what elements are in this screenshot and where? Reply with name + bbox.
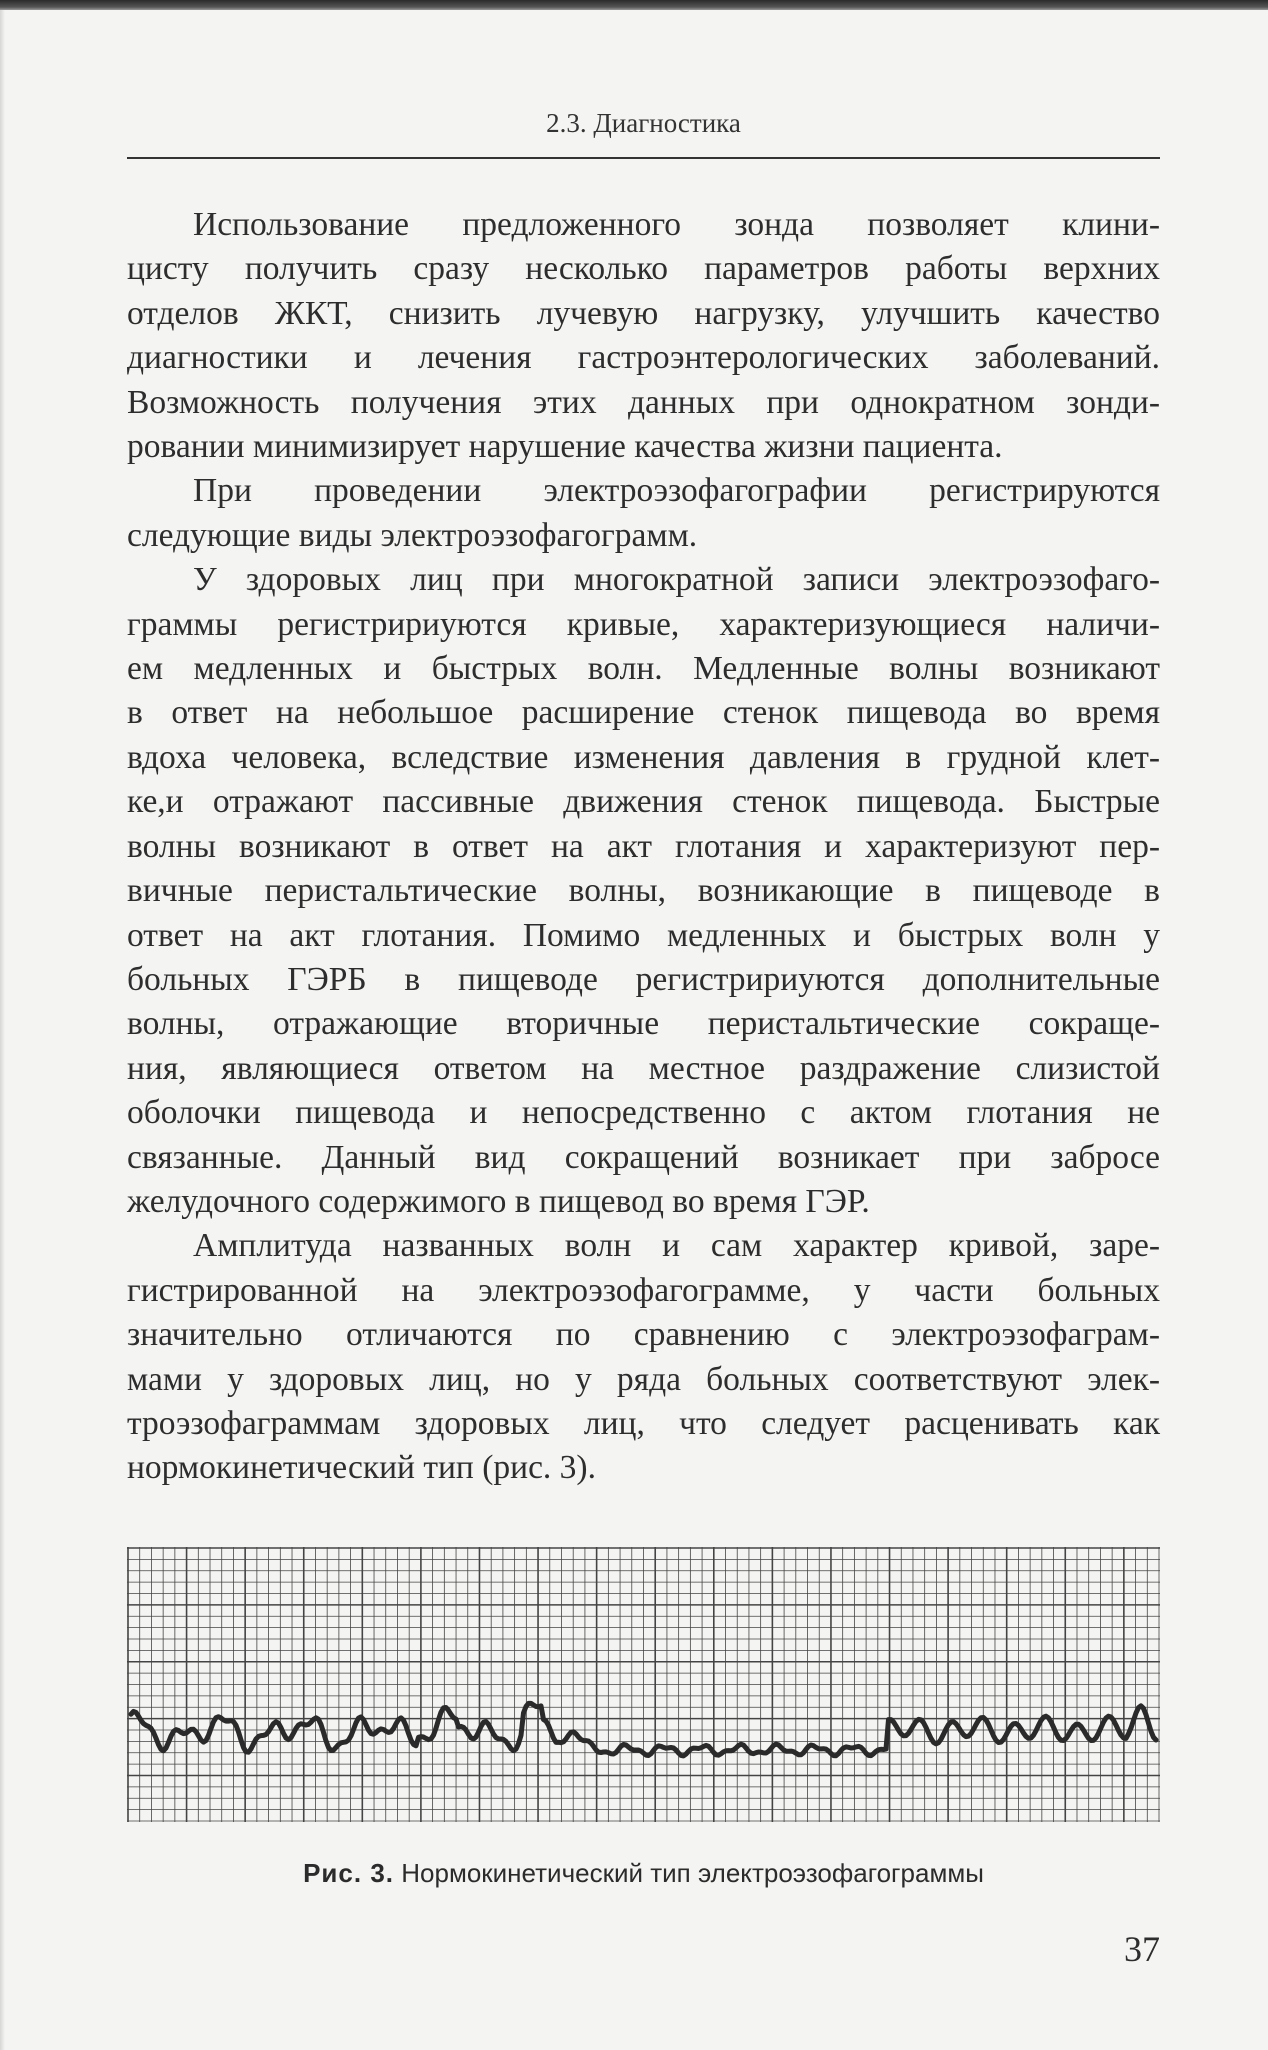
text-line: желудочного содержимого в пищевод во время ГЭР. [127, 1182, 870, 1220]
text-line: ем медленных и быстрых волн. Медленные волны возникают [127, 650, 1160, 688]
text-line: оболочки пищевода и непосредственно с актом глотания не [127, 1094, 1160, 1132]
text-line: диагностики и лечения гастроэнтерологических заболеваний. [127, 339, 1160, 377]
text-line: волны, отражающие вторичные перистальтические сокраще- [127, 1005, 1160, 1043]
paragraph [127, 203, 1160, 469]
body-text [127, 203, 1160, 1491]
text-line: следующие виды электроэзофагограмм. [127, 516, 698, 554]
paragraph [127, 558, 1160, 1224]
text-line: вдоха человека, вследствие изменения давления в грудной клет- [127, 738, 1160, 776]
text-line: связанные. Данный вид сокращений возникает при забросе [127, 1138, 1160, 1176]
text-line: отделов ЖКТ, снизить лучевую нагрузку, улучшить качество [127, 294, 1160, 332]
text-line: граммы регистририуются кривые, характеризующиеся наличи- [127, 605, 1160, 643]
text-line: в ответ на небольшое расширение стенок пищевода во время [127, 694, 1160, 732]
text-line: вичные перистальтические волны, возникающие в пищеводе в [127, 872, 1160, 910]
text-line: гистрированной на электроэзофагограмме, у части больных [127, 1271, 1160, 1309]
electroesophagogram-chart [127, 1547, 1160, 1822]
text-line: ровании минимизирует нарушение качества жизни пациента. [127, 428, 1003, 466]
scan-top-edge [0, 0, 1268, 10]
figure-caption-text: Нормокинетический тип электроэзофагограммы [401, 1858, 984, 1888]
text-line: ния, являющиеся ответом на местное раздражение слизистой [127, 1049, 1160, 1087]
text-line: Амплитуда названных волн и сам характер кривой, заре- [193, 1227, 1160, 1265]
text-line: цисту получить сразу несколько параметров работы верхних [127, 250, 1160, 288]
text-line: нормокинетический тип (рис. 3). [127, 1449, 596, 1487]
text-line: волны возникают в ответ на акт глотания и характеризуют пер- [127, 827, 1160, 865]
text-line: троэзофаграммам здоровых лиц, что следует расценивать как [127, 1404, 1160, 1442]
paragraph [127, 1224, 1160, 1490]
chart-grid [127, 1547, 1160, 1822]
text-line: мами у здоровых лиц, но у ряда больных соответствуют элек- [127, 1360, 1160, 1398]
figure-caption-label: Рис. 3. [303, 1858, 395, 1888]
text-line: Возможность получения этих данных при однократном зонди- [127, 383, 1160, 421]
text-line: ответ на акт глотания. Помимо медленных и быстрых волн у [127, 916, 1160, 954]
text-line: У здоровых лиц при многократной записи электроэзофаго- [193, 561, 1160, 599]
figure-caption [127, 1858, 1160, 1889]
text-line: Использование предложенного зонда позволяет клини- [193, 206, 1160, 243]
text-line: значительно отличаются по сравнению с электроэзофаграм- [127, 1316, 1160, 1354]
scan-left-edge [0, 10, 5, 2050]
header-rule [127, 157, 1160, 159]
paragraph [127, 469, 1160, 558]
text-line: ке,и отражают пассивные движения стенок пищевода. Быстрые [127, 783, 1160, 821]
text-line: При проведении электроэзофагографии регистрируются [193, 472, 1160, 510]
page-number: 37 [1124, 1929, 1160, 1969]
figure-3 [127, 1547, 1160, 1822]
running-header: 2.3. Диагностика [546, 108, 741, 138]
text-line: больных ГЭРБ в пищеводе регистририуются дополнительные [127, 960, 1160, 998]
